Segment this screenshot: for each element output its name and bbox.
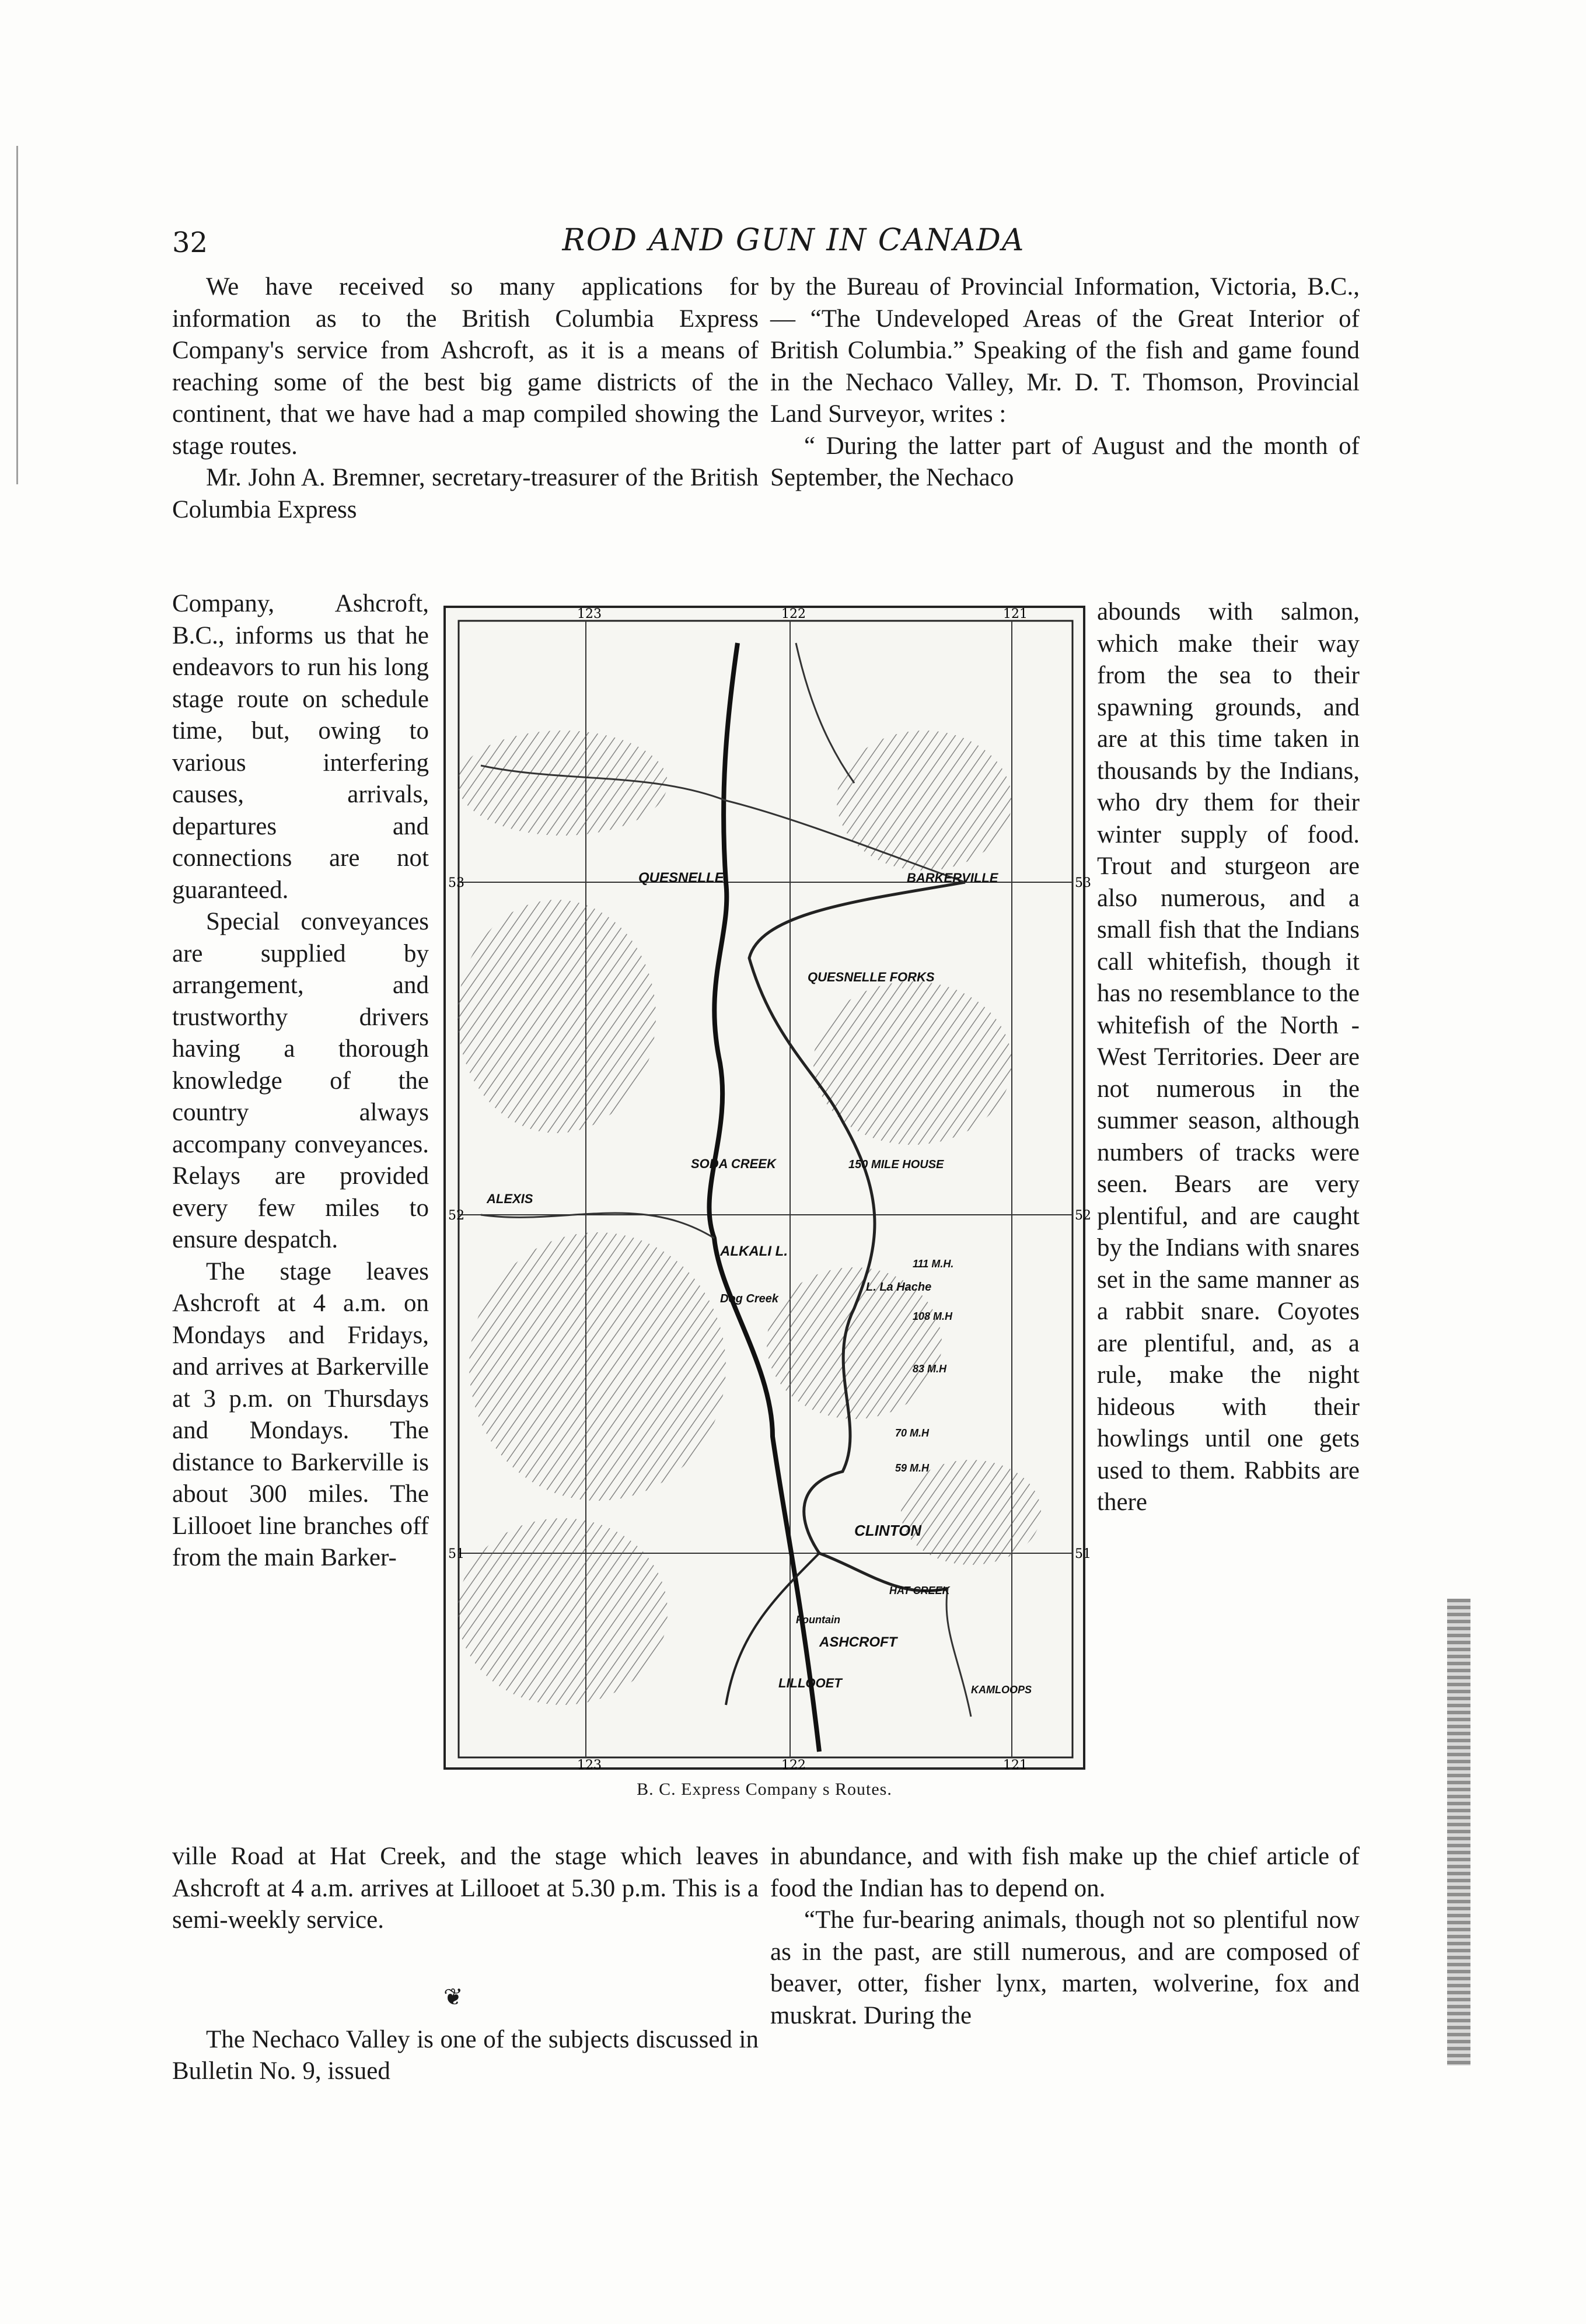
left-para-3: Special conveyances are supplied by arrangement, and trustworthy drivers having a thorough knowledge of the country always accompany conveyances. Relays are provided every few miles to ensure despatch.: [172, 908, 429, 1253]
latitude-label: 51: [448, 1547, 464, 1561]
fraser-river: [709, 643, 819, 1752]
left-narrow-column: [172, 588, 429, 1574]
place-ashcroft: ASHCROFT: [819, 1634, 897, 1650]
place-70-mile: 70 M.H: [895, 1427, 930, 1439]
place-soda-creek: SODA CREEK: [691, 1156, 776, 1171]
right-para-2-narrow: abounds with salmon, which make their way from the sea to their spawning grounds, and are at this time taken in thousands by the Indians, who dry them for their winter supply of food. Trout and sturgeon are also numerous, and a small fish that the Indians call whitefish, though it has no resemblance to the whitefish of the North - West Territories. Deer are not numerous in the summer season, although numbers of tracks were seen. Bears are very plentiful, and are caught by the Indians with snares set in the same manner as a rabbit snare. Coyotes are plentiful, and, as a rule, make the night hideous with their howlings until one gets used to them. Rabbits are there: [1097, 598, 1360, 1516]
longitude-label: 121: [1003, 607, 1028, 621]
right-para-2-start: “ During the latter part of August and the month of September, the Nechaco: [770, 432, 1360, 491]
map-drawing: [446, 607, 1091, 1773]
latitude-label: 51: [1075, 1547, 1091, 1561]
fleuron-ornament: ❦: [443, 1984, 463, 2011]
left-para-1: We have received so many applications for information as to the British Columbia Express Company's service from Ashcroft, as it is a means of reaching some of the best big game districts of the continent, that we have had a map compiled showing the stage routes.: [172, 273, 759, 460]
right-para-2-end: in abundance, and with fish make up the chief article of food the Indian has to depend on.: [770, 1843, 1360, 1902]
right-column: [770, 271, 1360, 494]
longitude-label: 123: [577, 607, 602, 621]
place-quesnelle-forks: QUESNELLE FORKS: [808, 970, 935, 984]
running-title: ROD AND GUN IN CANADA: [562, 223, 1025, 258]
place-la-hache: L. La Hache: [866, 1281, 932, 1294]
place-kamloops: KAMLOOPS: [971, 1684, 1032, 1696]
latitude-label: 52: [448, 1208, 464, 1223]
place-clinton: CLINTON: [854, 1522, 922, 1539]
left-column: [172, 271, 759, 526]
right-bottom-column: [770, 1841, 1360, 2032]
place-dog-creek: Dog Creek: [720, 1292, 779, 1305]
place-alkali-lake: ALKALI L.: [720, 1243, 788, 1259]
map-caption: B. C. Express Company s Routes.: [637, 1780, 892, 1799]
longitude-label: 121: [1003, 1758, 1028, 1773]
left-para-5: The Nechaco Valley is one of the subjects discussed in Bulletin No. 9, issued: [172, 2025, 759, 2085]
right-para-1: by the Bureau of Provincial Information, Victoria, B.C., — “The Undeveloped Areas of the Great Interior of British Columbia.” Speaking of the fish and game found in the Nechaco Valley, Mr. D. T. Thomson, Provincial Land Surveyor, writes :: [770, 273, 1360, 428]
left-para-2-narrow: Company, Ashcroft, B.C., informs us that he endeavors to run his long stage route on schedule time, but, owing to various interfering causes, arrivals, departures and connections are not guaranteed.: [172, 590, 429, 904]
place-barkerville: BARKERVILLE: [907, 871, 998, 885]
latitude-label: 52: [1075, 1208, 1091, 1223]
place-59-mile: 59 M.H: [895, 1462, 930, 1474]
left-para-2-start: Mr. John A. Bremner, secretary-treasurer of the British Columbia Express: [172, 464, 759, 523]
place-lillooet: LILLOOET: [778, 1676, 842, 1690]
place-111-mile: 111 M.H.: [913, 1258, 954, 1270]
longitude-label: 122: [781, 1758, 806, 1773]
scan-margin-mark: [1447, 1599, 1470, 2066]
right-para-3: “The fur-bearing animals, though not so plentiful now as in the past, are still numerous, and are composed of beaver, otter, fisher lynx, marten, wolverine, fox and muskrat. During the: [770, 1906, 1360, 2029]
left-para-4-end: ville Road at Hat Creek, and the stage which leaves Ashcroft at 4 a.m. arrives at Lillooet at 5.30 p.m. This is a semi-weekly service.: [172, 1843, 759, 1934]
place-alexis: ALEXIS: [487, 1191, 533, 1206]
right-narrow-column: [1097, 596, 1360, 1519]
longitude-label: 122: [781, 607, 806, 621]
latitude-label: 53: [1075, 876, 1091, 890]
place-108-mile: 108 M.H: [913, 1310, 953, 1322]
place-quesnelle: QUESNELLE: [638, 870, 724, 886]
latitude-label: 53: [448, 876, 464, 890]
place-fountain: Fountain: [796, 1614, 840, 1626]
place-83-mile: 83 M.H: [913, 1363, 947, 1375]
stage-routes-map: [443, 606, 1091, 1773]
place-hat-creek: HAT CREEK: [889, 1585, 950, 1596]
place-150-mile-house: 150 MILE HOUSE: [848, 1158, 944, 1171]
scan-margin-mark: [16, 146, 18, 484]
page-number: 32: [172, 226, 208, 259]
left-bottom-column: [172, 1841, 759, 2088]
longitude-label: 123: [577, 1758, 602, 1773]
left-para-4: The stage leaves Ashcroft at 4 a.m. on Mondays and Fridays, and arrives at Barkerville at 3 p.m. on Thursdays and Mondays. The distance to Barkerville is about 300 miles. The Lillooet line branches off from the main Barker-: [172, 1257, 429, 1571]
